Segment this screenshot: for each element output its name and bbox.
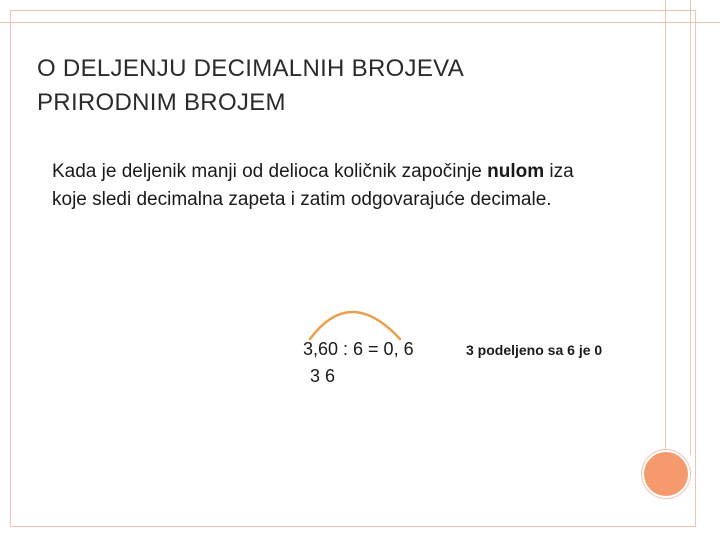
division-remainder: 3 6 [310, 366, 336, 386]
division-note: 3 podeljeno sa 6 je 0 [466, 342, 603, 358]
right-decor-line [665, 0, 666, 455]
decor-circle [642, 450, 690, 498]
title-line-1: O DELJENJU DECIMALNIH BROJEVA [37, 55, 465, 82]
division-equation: 3,60 : 6 = 0, 6 [303, 339, 414, 359]
slide-title [37, 52, 637, 120]
right-decor-line-outer [690, 0, 691, 455]
title-line-2: PRIRODNIM BROJEM [37, 89, 286, 116]
body-text-after: iza koje sledi decimalna zapeta i zatim odgovarajuće decimale. [52, 161, 574, 210]
slide-body [52, 158, 612, 214]
body-text-before: Kada je deljenik manji od delioca količnik započinje [52, 161, 488, 182]
body-text-bold: nulom [487, 161, 545, 182]
